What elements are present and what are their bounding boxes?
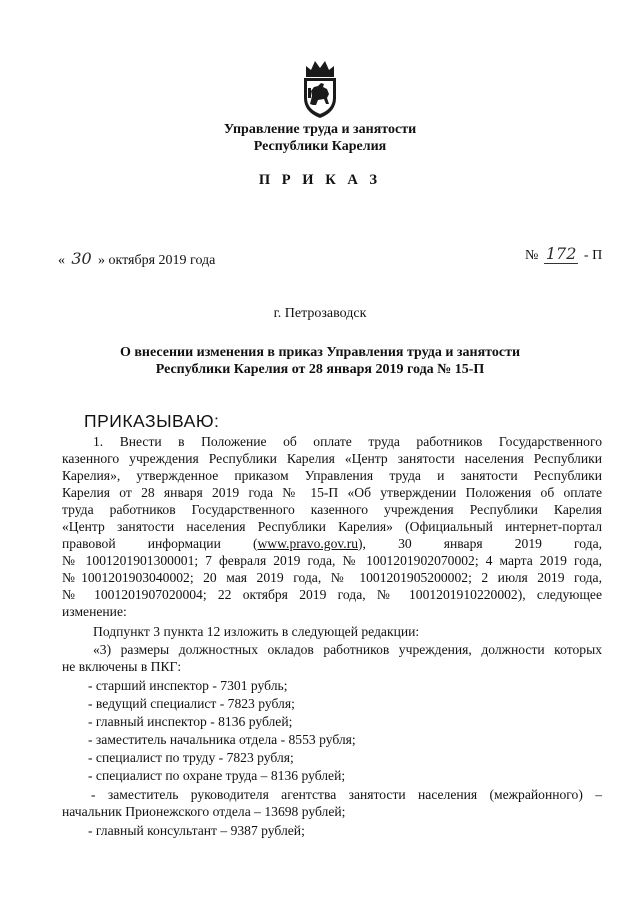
para1-text: правовой информации ( bbox=[62, 536, 258, 551]
para1-line: труда работников Государственного казенного учреждения Республики Карелия bbox=[62, 502, 602, 517]
para1-line: Карелия от 28 января 2019 года № 15-П «Об утверждении Положения об оплате bbox=[62, 485, 602, 500]
para1-line: № 1001201901300001; 7 февраля 2019 года, № 1001201902070002; 4 марта 2019 года, bbox=[62, 553, 602, 568]
date-month-year: » октября 2019 года bbox=[98, 253, 216, 268]
list-item: - старший инспектор - 7301 рубль; bbox=[88, 678, 288, 693]
list-item-continuation: начальник Прионежского отдела – 13698 рублей; bbox=[62, 804, 346, 819]
date-open-quote: « bbox=[58, 253, 65, 268]
para1-line: 1. Внести в Положение об оплате труда работников Государственного bbox=[93, 434, 602, 449]
document-number bbox=[525, 244, 602, 264]
coat-of-arms-emblem bbox=[300, 58, 340, 120]
para3-line: «3) размеры должностных окладов работников учреждения, должности которых bbox=[93, 642, 602, 657]
document-date bbox=[58, 249, 215, 269]
document-type-title: П Р И К А З bbox=[258, 172, 382, 188]
para1-line: Карелия», утвержденное приказом Управления труда и занятости Республики bbox=[62, 468, 602, 483]
list-item: - главный инспектор - 8136 рублей; bbox=[88, 714, 293, 729]
list-item: - главный консультант – 9387 рублей; bbox=[88, 823, 305, 838]
para3-line: не включены в ПКГ: bbox=[62, 659, 182, 674]
para1-line: казенного учреждения Республики Карелия «Центр занятости населения Республики bbox=[62, 451, 602, 466]
number-suffix: - П bbox=[583, 248, 603, 263]
number-handwritten: 172 bbox=[545, 244, 577, 263]
city-name: г. Петрозаводск bbox=[273, 306, 367, 321]
subject-line1: О внесении изменения в приказ Управления труда и занятости bbox=[119, 345, 521, 360]
order-heading: ПРИКАЗЫВАЮ: bbox=[84, 411, 220, 431]
list-item: - ведущий специалист - 7823 рубля; bbox=[88, 696, 295, 711]
list-item: - специалист по охране труда – 8136 рублей; bbox=[88, 768, 346, 783]
number-prefix: № bbox=[525, 248, 539, 263]
para1-line: № 1001201907020004; 22 октября 2019 года, № 1001201910220002), следующее bbox=[62, 587, 602, 602]
para1-line: №1001201903040002; 20 мая 2019 года, № 1001201905200002; 2 июля 2019 года, bbox=[62, 570, 602, 585]
list-item: - заместитель руководителя агентства занятости населения (межрайонного) – bbox=[91, 787, 602, 802]
para1-text: ), 30 января 2019 года, bbox=[358, 536, 603, 551]
list-item: - заместитель начальника отдела - 8553 рубля; bbox=[88, 732, 356, 747]
organization-name-line1: Управление труда и занятости bbox=[223, 122, 417, 137]
para1-line-with-link bbox=[62, 536, 602, 552]
subject-line2: Республики Карелия от 28 января 2019 года № 15-П bbox=[155, 362, 485, 377]
pravo-gov-link[interactable]: www.pravo.gov.ru bbox=[257, 536, 359, 551]
list-item: - специалист по труду - 7823 рубля; bbox=[88, 750, 294, 765]
date-day-handwritten: 30 bbox=[71, 249, 92, 268]
organization-name-line2: Республики Карелия bbox=[253, 139, 387, 154]
para1-line: «Центр занятости населения Республики Карелия» (Официальный интернет-портал bbox=[62, 519, 602, 534]
subparagraph-intro: Подпункт 3 пункта 12 изложить в следующей редакции: bbox=[93, 624, 420, 639]
para1-line: изменение: bbox=[62, 604, 127, 619]
